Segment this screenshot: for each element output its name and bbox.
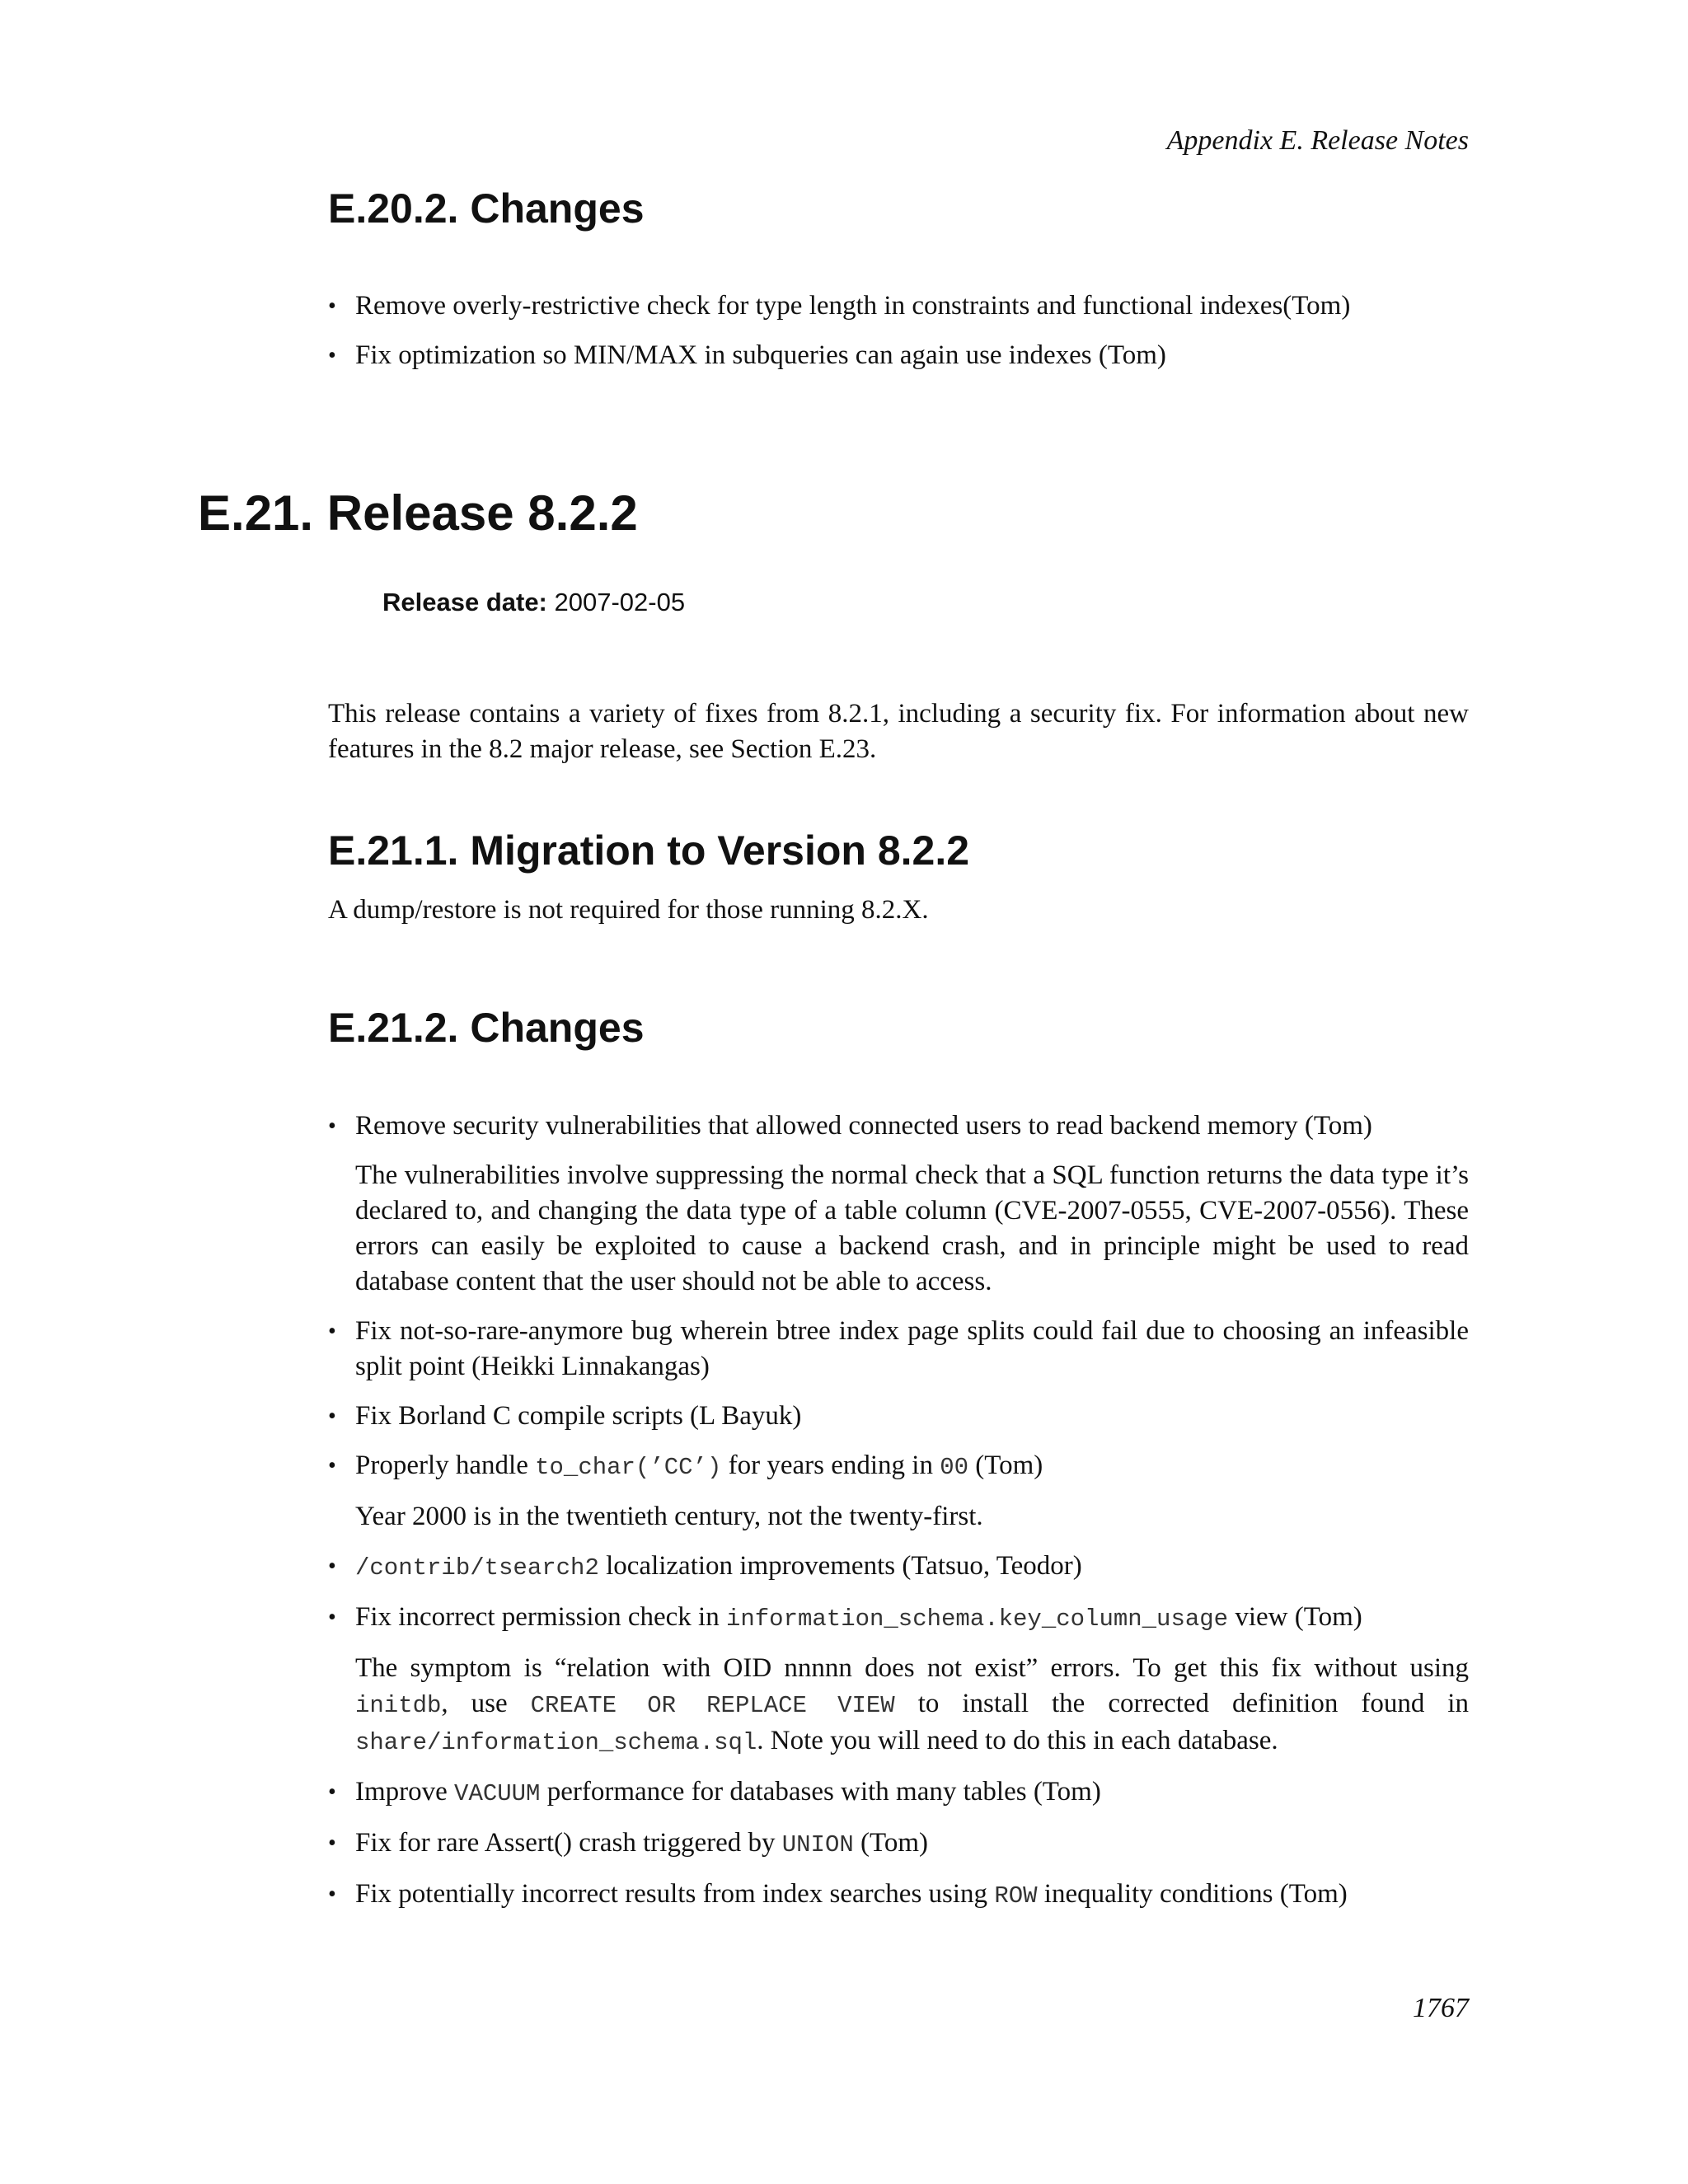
bullet-icon: • bbox=[328, 1779, 336, 1805]
list-item: • Fix potentially incorrect results from index searches using ROW inequality conditions (Tom) bbox=[328, 1877, 1469, 1914]
section-title-e20-2: E.20.2. Changes bbox=[328, 185, 645, 232]
bullet-icon: • bbox=[328, 293, 336, 319]
code-literal: ROW bbox=[994, 1882, 1038, 1910]
list-item: • Properly handle to_char(’CC’) for years ending in 00 (Tom) Year 2000 is in the twentieth century, not the twenty-first. bbox=[328, 1448, 1469, 1535]
list-item: • Fix Borland C compile scripts (L Bayuk) bbox=[328, 1399, 1469, 1434]
list-item: • Fix incorrect permission check in information_schema.key_column_usage view (Tom) The symptom is “relation with OID nnnnn does not exist” errors. To get this fix without using initdb, use CREATE OR REPLACE VIEW to install the corrected definition found in share/information_schema.sql. Note you will need to do this in each database. bbox=[328, 1600, 1469, 1760]
release-date-value: 2007-02-05 bbox=[554, 588, 686, 616]
list-item: • Fix for rare Assert() crash triggered by UNION (Tom) bbox=[328, 1825, 1469, 1863]
list-item: • Improve VACUUM performance for databases with many tables (Tom) bbox=[328, 1774, 1469, 1811]
changes-list-e20-2 bbox=[328, 288, 1469, 373]
section-title-e21: E.21. Release 8.2.2 bbox=[198, 485, 638, 541]
code-literal: to_char(’CC’) bbox=[535, 1454, 722, 1481]
bullet-icon: • bbox=[328, 1319, 336, 1344]
section-title-e21-1: E.21.1. Migration to Version 8.2.2 bbox=[328, 827, 970, 874]
code-literal: CREATE OR REPLACE VIEW bbox=[530, 1692, 895, 1719]
bullet-icon: • bbox=[328, 1453, 336, 1479]
migration-text: A dump/restore is not required for those running 8.2.X. bbox=[328, 895, 929, 925]
bullet-icon: • bbox=[328, 1882, 336, 1907]
list-item: • Fix optimization so MIN/MAX in subqueries can again use indexes (Tom) bbox=[328, 338, 1469, 373]
page-number: 1767 bbox=[1413, 1993, 1469, 2023]
code-literal: initdb bbox=[355, 1692, 442, 1719]
bullet-icon: • bbox=[328, 1554, 336, 1579]
bullet-icon: • bbox=[328, 343, 336, 368]
list-item: • Remove security vulnerabilities that allowed connected users to read backend memory (Tom) The vulnerabilities involve suppressing the normal check that a SQL function returns the data type it’s declared to, and changing the data type of a table column (CVE-2007-0555, CVE-2007-0556). These errors can easily be exploited to cause a backend crash, and in principle might be used to read database content that the user should not be able to access. bbox=[328, 1108, 1469, 1300]
item-detail: Year 2000 is in the twentieth century, not the twenty-first. bbox=[355, 1502, 983, 1531]
release-intro: This release contains a variety of fixes from 8.2.1, including a security fix. For information about new features in the 8.2 major release, see Section E.23. bbox=[328, 699, 1469, 764]
code-literal: VACUUM bbox=[454, 1780, 541, 1807]
item-detail: The symptom is “relation with OID nnnnn does not exist” errors. To get this fix without using initdb, use CREATE OR REPLACE VIEW to install the corrected definition found in share/information_schema.sql. Note you will need to do this in each database. bbox=[355, 1653, 1469, 1756]
bullet-icon: • bbox=[328, 1830, 336, 1856]
running-head: Appendix E. Release Notes bbox=[1166, 125, 1469, 156]
list-item: • Fix not-so-rare-anymore bug wherein btree index page splits could fail due to choosing an infeasible split point (Heikki Linnakangas) bbox=[328, 1314, 1469, 1385]
bullet-icon: • bbox=[328, 1113, 336, 1139]
list-item: • /contrib/tsearch2 localization improvements (Tatsuo, Teodor) bbox=[328, 1549, 1469, 1586]
list-item: • Remove overly-restrictive check for type length in constraints and functional indexes(Tom) bbox=[328, 288, 1469, 324]
code-literal: share/information_schema.sql bbox=[355, 1729, 757, 1756]
code-literal: /contrib/tsearch2 bbox=[355, 1554, 599, 1582]
bullet-icon: • bbox=[328, 1605, 336, 1630]
code-literal: UNION bbox=[781, 1831, 854, 1858]
section-title-e21-2: E.21.2. Changes bbox=[328, 1005, 645, 1051]
release-date bbox=[382, 588, 685, 617]
bullet-icon: • bbox=[328, 1404, 336, 1429]
item-detail: The vulnerabilities involve suppressing the normal check that a SQL function returns the data type it’s declared to, and changing the data type of a table column (CVE-2007-0555, CVE-2007-0556). These errors can easily be exploited to cause a backend crash, and in principle might be used to read database content that the user should not be able to access. bbox=[355, 1160, 1469, 1296]
changes-list-e21-2 bbox=[328, 1108, 1469, 1914]
release-date-label: Release date: bbox=[382, 588, 547, 616]
code-literal: 00 bbox=[940, 1454, 969, 1481]
code-literal: information_schema.key_column_usage bbox=[725, 1605, 1229, 1633]
